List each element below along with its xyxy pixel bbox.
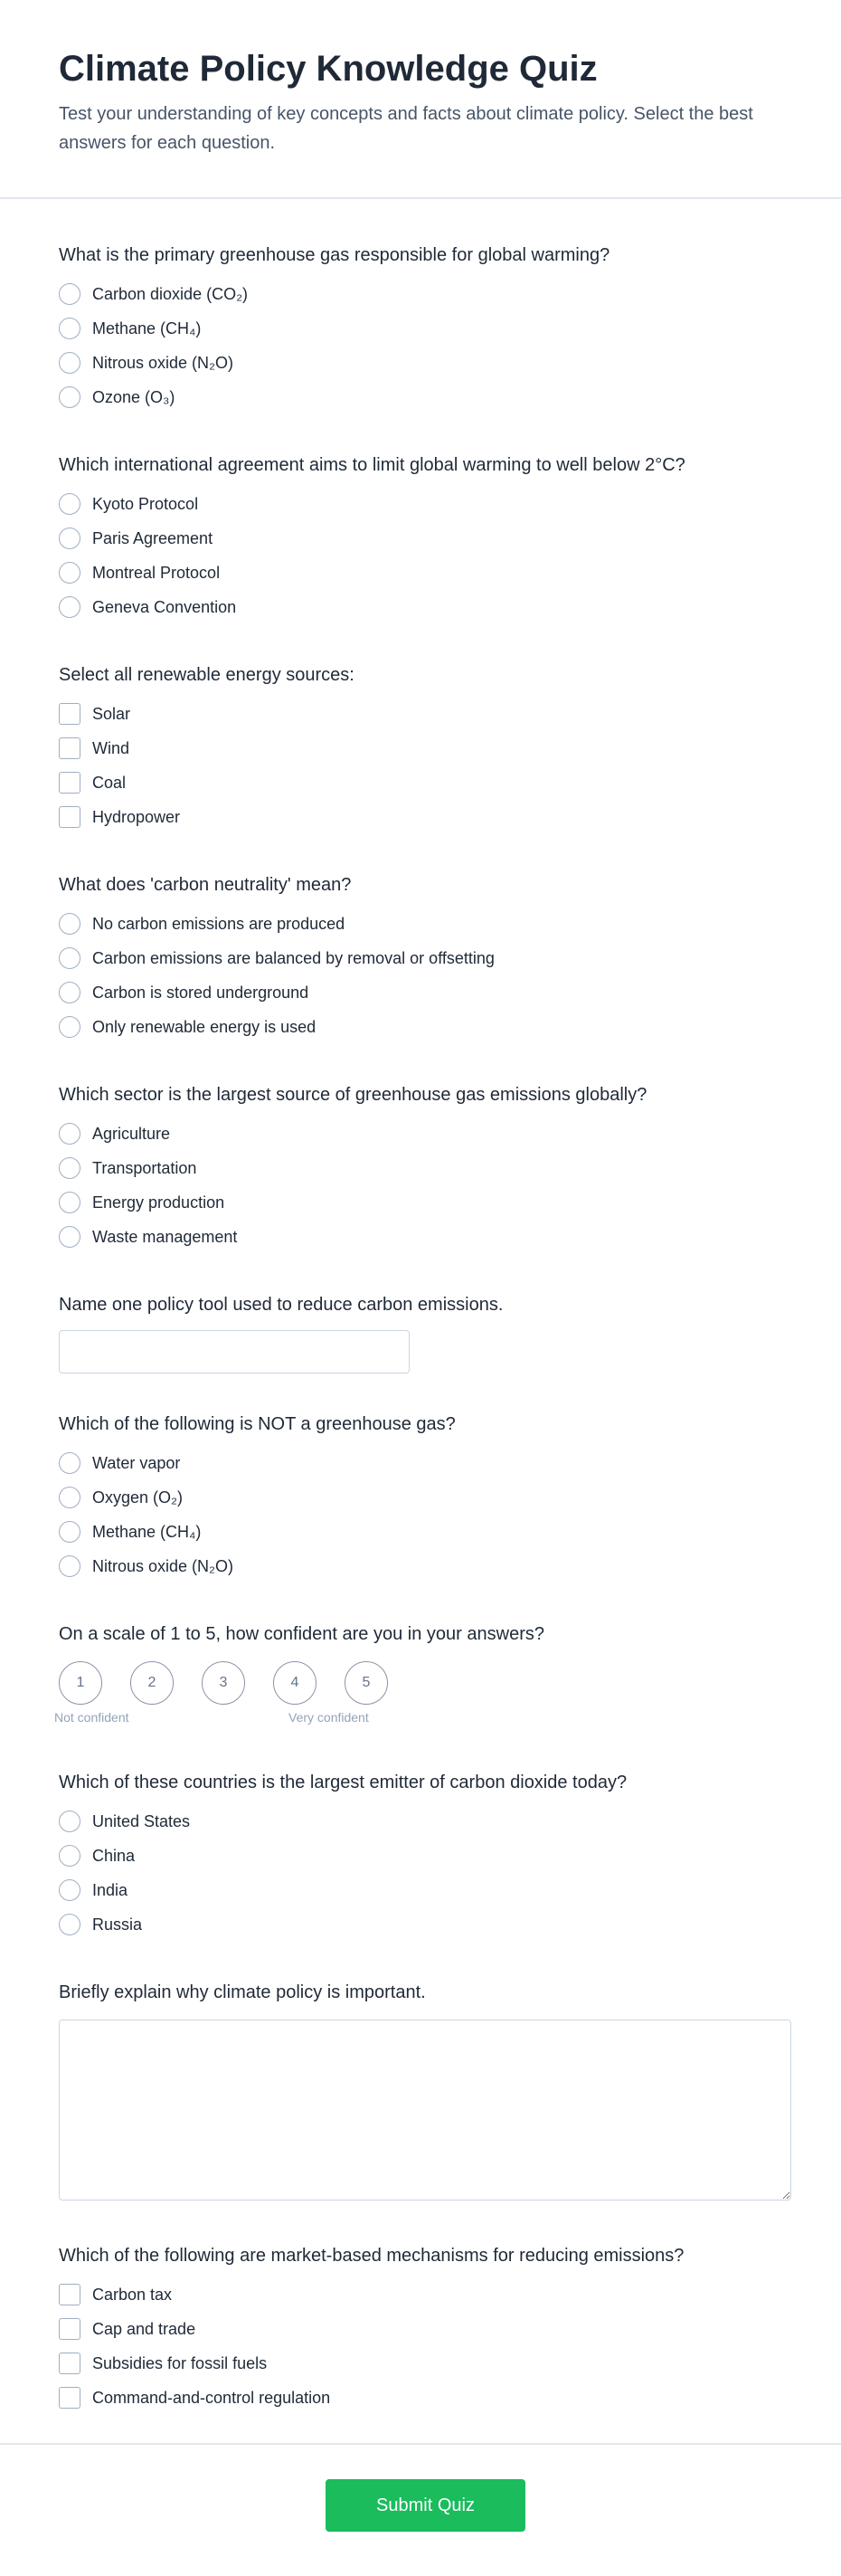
radio-option[interactable] — [59, 590, 782, 624]
checkbox[interactable] — [59, 2387, 80, 2409]
option-label: Waste management — [92, 1227, 238, 1246]
radio-button[interactable] — [59, 493, 80, 515]
option-label: Water vapor — [92, 1453, 181, 1472]
option-label: Nitrous oxide (N₂O) — [92, 1556, 234, 1575]
question-label: Which sector is the largest source of greenhouse gas emissions globally? — [59, 1085, 647, 1105]
radio-option[interactable] — [59, 346, 782, 380]
radio-option[interactable] — [59, 941, 782, 975]
option-label: Transportation — [92, 1158, 197, 1177]
option-label: Russia — [92, 1915, 143, 1934]
question-label: On a scale of 1 to 5, how confident are you in your answers? — [59, 1624, 544, 1644]
policy-tool-input[interactable] — [59, 1330, 410, 1374]
question-1 — [59, 242, 782, 414]
option-label: Carbon dioxide (CO₂) — [92, 284, 249, 303]
option-label: Paris Agreement — [92, 528, 213, 547]
radio-option[interactable] — [59, 1010, 782, 1044]
option-label: Subsidies for fossil fuels — [92, 2353, 268, 2372]
options-list — [59, 907, 782, 1044]
radio-option[interactable] — [59, 1839, 782, 1873]
question-label: Select all renewable energy sources: — [59, 665, 354, 685]
radio-button[interactable] — [59, 1555, 80, 1577]
radio-button[interactable] — [59, 1914, 80, 1935]
question-label: What does 'carbon neutrality' mean? — [59, 875, 352, 895]
question-3 — [59, 662, 782, 834]
radio-option[interactable] — [59, 487, 782, 521]
radio-button[interactable] — [59, 1226, 80, 1248]
options-list — [59, 277, 782, 414]
option-label: Carbon tax — [92, 2285, 173, 2304]
radio-button[interactable] — [59, 1811, 80, 1832]
options-list — [59, 1804, 782, 1942]
scale-option-4[interactable]: 4 — [273, 1661, 317, 1705]
option-label: Methane (CH₄) — [92, 1522, 202, 1541]
radio-button[interactable] — [59, 947, 80, 969]
quiz-header — [0, 0, 841, 199]
radio-button[interactable] — [59, 1123, 80, 1145]
option-label: Solar — [92, 704, 131, 723]
checkbox[interactable] — [59, 772, 80, 794]
radio-option[interactable] — [59, 1151, 782, 1185]
checkbox-option[interactable] — [59, 800, 782, 834]
radio-option[interactable] — [59, 521, 782, 556]
question-label: Which international agreement aims to limit global warming to well below 2°C? — [59, 455, 685, 475]
question-label: Name one policy tool used to reduce carbon emissions. — [59, 1295, 504, 1315]
option-label: United States — [92, 1811, 191, 1830]
question-6 — [59, 1292, 782, 1374]
radio-button[interactable] — [59, 1192, 80, 1213]
question-label: Which of the following are market-based mechanisms for reducing emissions? — [59, 2246, 685, 2266]
page-title: Climate Policy Knowledge Quiz — [59, 49, 598, 89]
radio-button[interactable] — [59, 596, 80, 618]
explanation-textarea[interactable] — [59, 2020, 791, 2201]
question-label: What is the primary greenhouse gas responsible for global warming? — [59, 245, 610, 265]
option-label: Cap and trade — [92, 2319, 196, 2338]
radio-option[interactable] — [59, 311, 782, 346]
checkbox[interactable] — [59, 2353, 80, 2374]
option-label: Oxygen (O₂) — [92, 1488, 184, 1507]
scale-max-label: Very confident — [288, 1710, 369, 1725]
radio-option[interactable] — [59, 1185, 782, 1220]
option-label: Kyoto Protocol — [92, 494, 199, 513]
checkbox-option[interactable] — [59, 2381, 782, 2415]
scale-option-3[interactable]: 3 — [202, 1661, 245, 1705]
option-label: Geneva Convention — [92, 597, 237, 616]
option-label: Only renewable energy is used — [92, 1017, 317, 1036]
options-list — [59, 1446, 782, 1583]
checkbox-option[interactable] — [59, 765, 782, 800]
radio-button[interactable] — [59, 1016, 80, 1038]
question-label: Briefly explain why climate policy is important. — [59, 1982, 426, 2002]
option-label: Wind — [92, 738, 130, 757]
radio-button[interactable] — [59, 386, 80, 408]
scale-option-5[interactable]: 5 — [345, 1661, 388, 1705]
option-label: No carbon emissions are produced — [92, 914, 345, 933]
option-label: Nitrous oxide (N₂O) — [92, 353, 234, 372]
radio-button[interactable] — [59, 1845, 80, 1867]
radio-button[interactable] — [59, 528, 80, 549]
radio-option[interactable] — [59, 1907, 782, 1942]
options-list — [59, 2277, 782, 2415]
scale-option-1[interactable]: 1 — [59, 1661, 102, 1705]
radio-option[interactable] — [59, 1515, 782, 1549]
radio-option[interactable] — [59, 1549, 782, 1583]
checkbox-option[interactable] — [59, 2312, 782, 2346]
quiz-footer — [0, 2443, 841, 2576]
option-label: Coal — [92, 773, 127, 792]
question-8 — [54, 1621, 782, 1732]
option-label: Ozone (O₃) — [92, 387, 175, 406]
radio-button[interactable] — [59, 1452, 80, 1474]
question-4 — [59, 872, 782, 1044]
options-list — [59, 1117, 782, 1254]
radio-option[interactable] — [59, 907, 782, 941]
radio-button[interactable] — [59, 1157, 80, 1179]
radio-button[interactable] — [59, 1487, 80, 1508]
options-list — [59, 697, 782, 834]
checkbox[interactable] — [59, 2318, 80, 2340]
question-9 — [59, 1770, 782, 1942]
submit-quiz-button[interactable]: Submit Quiz — [326, 2479, 525, 2532]
radio-option[interactable] — [59, 277, 782, 311]
radio-option[interactable] — [59, 1446, 782, 1480]
option-label: China — [92, 1846, 136, 1865]
quiz-questions — [0, 199, 841, 2415]
question-label: Which of these countries is the largest emitter of carbon dioxide today? — [59, 1773, 628, 1792]
option-label: Command-and-control regulation — [92, 2388, 331, 2407]
question-label: Which of the following is NOT a greenhouse gas? — [59, 1414, 456, 1434]
checkbox[interactable] — [59, 2284, 80, 2305]
radio-button[interactable] — [59, 562, 80, 584]
question-7 — [59, 1412, 782, 1583]
option-label: Carbon emissions are balanced by removal or offsetting — [92, 948, 495, 967]
radio-button[interactable] — [59, 1879, 80, 1901]
option-label: Montreal Protocol — [92, 563, 221, 582]
radio-button[interactable] — [59, 982, 80, 1003]
checkbox-option[interactable] — [59, 2346, 782, 2381]
option-label: Hydropower — [92, 807, 181, 826]
question-10 — [59, 1980, 782, 2205]
checkbox-option[interactable] — [59, 731, 782, 765]
radio-option[interactable] — [59, 1804, 782, 1839]
question-5 — [59, 1082, 782, 1254]
radio-option[interactable] — [59, 975, 782, 1010]
page-subtitle: Test your understanding of key concepts and facts about climate policy. Select the best answers for each question. — [59, 104, 753, 153]
question-11 — [59, 2243, 782, 2415]
option-label: Carbon is stored underground — [92, 983, 309, 1002]
checkbox-option[interactable] — [59, 2277, 782, 2312]
options-list — [59, 487, 782, 624]
checkbox[interactable] — [59, 703, 80, 725]
option-label: India — [92, 1880, 128, 1899]
radio-option[interactable] — [59, 1117, 782, 1151]
scale-min-label: Not confident — [54, 1710, 129, 1725]
scale-option-2[interactable]: 2 — [130, 1661, 174, 1705]
confidence-scale — [59, 1661, 782, 1705]
radio-button[interactable] — [59, 1521, 80, 1543]
radio-button[interactable] — [59, 352, 80, 374]
option-label: Methane (CH₄) — [92, 318, 202, 337]
radio-button[interactable] — [59, 913, 80, 935]
checkbox[interactable] — [59, 737, 80, 759]
option-label: Energy production — [92, 1193, 225, 1212]
radio-option[interactable] — [59, 1873, 782, 1907]
checkbox-option[interactable] — [59, 697, 782, 731]
checkbox[interactable] — [59, 806, 80, 828]
question-2 — [59, 452, 782, 624]
radio-option[interactable] — [59, 1220, 782, 1254]
radio-option[interactable] — [59, 1480, 782, 1515]
radio-option[interactable] — [59, 556, 782, 590]
radio-button[interactable] — [59, 283, 80, 305]
radio-button[interactable] — [59, 318, 80, 339]
option-label: Agriculture — [92, 1124, 171, 1143]
radio-option[interactable] — [59, 380, 782, 414]
